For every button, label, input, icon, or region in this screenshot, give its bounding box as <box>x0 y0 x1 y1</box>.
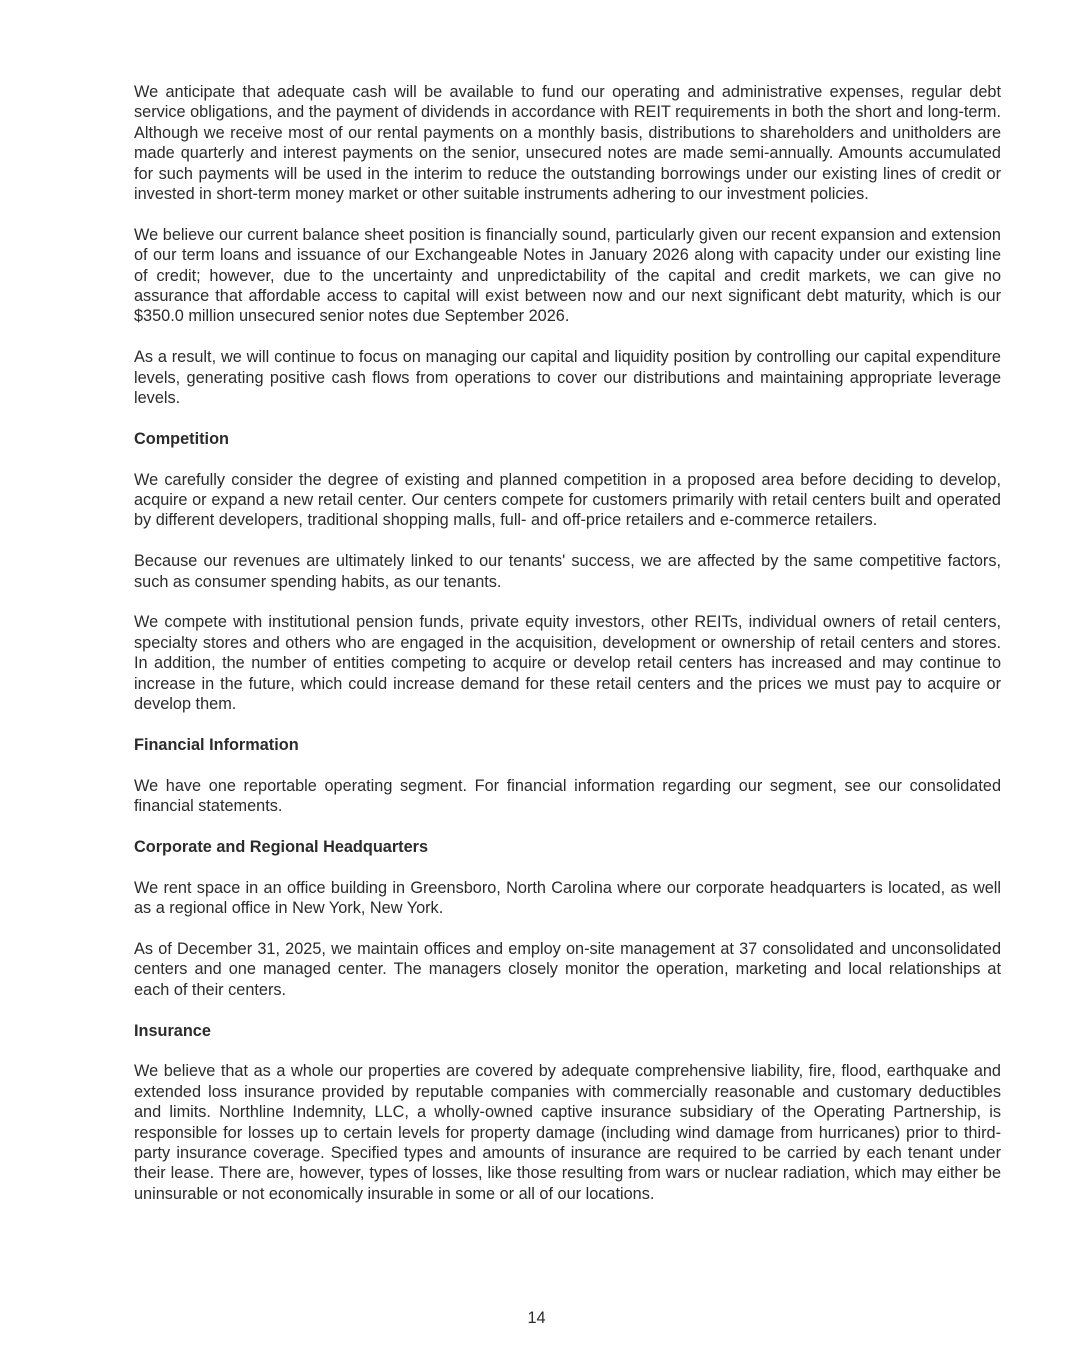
paragraph-cash-availability: We anticipate that adequate cash will be available to fund our operating and administrative expenses, regular debt service obligations, and the payment of dividends in accordance with REIT requirements in both the short and long-term. Although we receive most of our rental payments on a monthly basis, distributions to shareholders and unitholders are made quarterly and interest payments on the senior, unsecured notes are made semi-annually. Amounts accumulated for such payments will be used in the interim to reduce the outstanding borrowings under our existing lines of credit or invested in short-term money market or other suitable instruments adhering to our investment policies. <box>134 83 1001 204</box>
heading-insurance: Insurance <box>134 1021 211 1040</box>
heading-financial-information: Financial Information <box>134 735 299 754</box>
heading-headquarters: Corporate and Regional Headquarters <box>134 837 429 856</box>
paragraph-competitors: We compete with institutional pension funds, private equity investors, other REITs, individual owners of retail centers, specialty stores and others who are engaged in the acquisition, development or ownership of retail centers and stores. In addition, the number of entities competing to acquire or develop retail centers has increased and may continue to increase in the future, which could increase demand for these retail centers and the prices we must pay to acquire or develop them. <box>134 613 1001 714</box>
paragraph-capital-focus: As a result, we will continue to focus on managing our capital and liquidity position by controlling our capital expenditure levels, generating positive cash flows from operations to cover our distributions and maintaining appropriate leverage levels. <box>134 348 1001 408</box>
paragraph-balance-sheet: We believe our current balance sheet position is financially sound, particularly given our recent expansion and extension of our term loans and issuance of our Exchangeable Notes in January 2026 along with capacity under our existing line of credit; however, due to the uncertainty and unpredictability of the capital and credit markets, we can give no assurance that affordable access to capital will exist between now and our next significant debt maturity, which is our $350.0 million unsecured senior notes due September 2026. <box>134 225 1001 326</box>
paragraph-insurance-coverage: We believe that as a whole our properties are covered by adequate comprehensive liability, fire, flood, earthquake and extended loss insurance provided by reputable companies with commercially reasonable and customary deductibles and limits. Northline Indemnity, LLC, a wholly-owned captive insurance subsidiary of the Operating Partnership, is responsible for losses up to certain levels for property damage (including wind damage from hurricanes) prior to third-party insurance coverage. Specified types and amounts of insurance are required to be carried by each tenant under their lease. There are, however, types of losses, like those resulting from wars or nuclear radiation, which may either be uninsurable or not economically insurable in some or all of our locations. <box>134 1062 1001 1203</box>
paragraph-competition-consideration: We carefully consider the degree of existing and planned competition in a proposed area before deciding to develop, acquire or expand a new retail center. Our centers compete for customers primarily with retail centers built and operated by different developers, traditional shopping malls, full- and off-price retailers and e-commerce retailers. <box>134 470 1001 530</box>
paragraph-on-site-management: As of December 31, 2025, we maintain offices and employ on-site management at 37 consolidated and unconsolidated centers and one managed center. The managers closely monitor the operation, marketing and local relationships at each of their centers. <box>134 939 1001 999</box>
paragraph-office-space: We rent space in an office building in Greensboro, North Carolina where our corporate headquarters is located, as well as a regional office in New York, New York. <box>134 878 1001 918</box>
paragraph-segment: We have one reportable operating segment. For financial information regarding our segment, see our consolidated financial statements. <box>134 776 1001 816</box>
page-number: 14 <box>527 1309 546 1327</box>
document-body <box>134 82 1001 1225</box>
heading-competition: Competition <box>134 429 229 448</box>
paragraph-tenant-success: Because our revenues are ultimately linked to our tenants' success, we are affected by the same competitive factors, such as consumer spending habits, as our tenants. <box>134 552 1001 591</box>
